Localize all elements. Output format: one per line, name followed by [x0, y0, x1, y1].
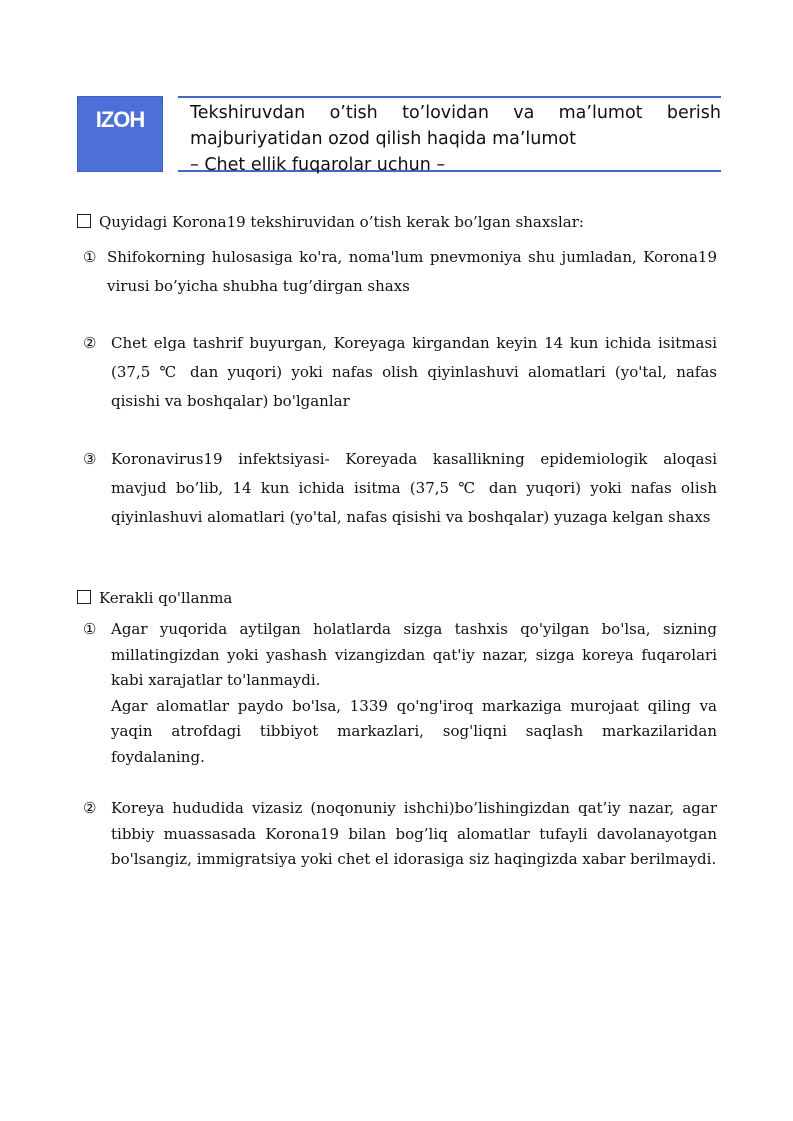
item-text: Agar yuqorida aytilgan holatlarda sizga tashxis qo'yilgan bo'lsa, sizning millatingizdan yoki yashash vizangizdan qat'iy nazar, sizga koreya fuqarolari kabi xarajatlar to'lanmaydi.	[111, 620, 717, 689]
item-number: ③	[83, 450, 97, 468]
checkbox-square-icon	[77, 590, 91, 604]
title-line-3: – Chet ellik fuqarolar uchun –	[190, 155, 446, 175]
item-text-continued: Agar alomatlar paydo bo'lsa, 1339 qo'ng'iroq markaziga murojaat qiling va yaqin atrofdagi tibbiyot markazlari, sog'liqni saqlash markazilaridan foydalaning.	[111, 696, 717, 766]
item-text: Chet elga tashrif buyurgan, Koreyaga kirgandan keyin 14 kun ichida isitmasi (37,5 ℃ dan yuqori) yoki nafas olish qiyinlashuvi alomatlari (yo'tal, nafas qisishi va boshqalar) bo'lganlar	[111, 334, 717, 410]
item-number: ①	[83, 620, 97, 638]
section-2-item-1	[83, 617, 717, 770]
section-1-item-1	[83, 243, 717, 301]
section-1-heading	[77, 213, 584, 231]
section-2-heading	[77, 589, 232, 607]
item-text: Koreya hududida vizasiz (noqonuniy ishchi)bo’lishingizdan qat’iy nazar, agar tibbiy muassasada Korona19 bilan bog’liq alomatlar tufayli davolanayotgan bo'lsangiz, immigratsiya yoki chet el idorasiga siz haqingizda xabar berilmaydi.	[111, 799, 717, 868]
section-1-item-3	[83, 445, 717, 532]
section-1-heading-text: Quyidagi Korona19 tekshiruvidan o’tish kerak bo’lgan shaxslar:	[99, 213, 584, 231]
title-line-1: Tekshiruvdan o’tish to’lovidan va ma’lumot berish	[190, 103, 721, 123]
item-text: Koronavirus19 infektsiyasi- Koreyada kasallikning epidemiologik aloqasi mavjud bo’lib, 14 kun ichida isitma (37,5 ℃ dan yuqori) yoki nafas olish qiyinlashuvi alomatlari (yo'tal, nafas qisishi va boshqalar) yuzaga kelgan shaxs	[111, 450, 717, 526]
section-1-item-2	[83, 329, 717, 416]
checkbox-square-icon	[77, 214, 91, 228]
section-2-heading-text: Kerakli qo'llanma	[99, 589, 233, 607]
title-line-2: majburiyatidan ozod qilish haqida ma’lumot	[190, 129, 576, 149]
item-number: ②	[83, 334, 97, 352]
document-title	[178, 96, 721, 175]
section-2-item-2	[83, 796, 717, 873]
item-text-content: Shifokorning hulosasiga ko'ra, noma'lum pnevmoniya shu jumladan, Korona19 virusi bo’yicha shubha tug’dirgan shaxs	[107, 248, 717, 295]
item-number: ①	[83, 248, 97, 266]
izoh-badge: IZOH	[77, 96, 163, 172]
item-number: ②	[83, 799, 97, 817]
item-text	[107, 243, 717, 301]
